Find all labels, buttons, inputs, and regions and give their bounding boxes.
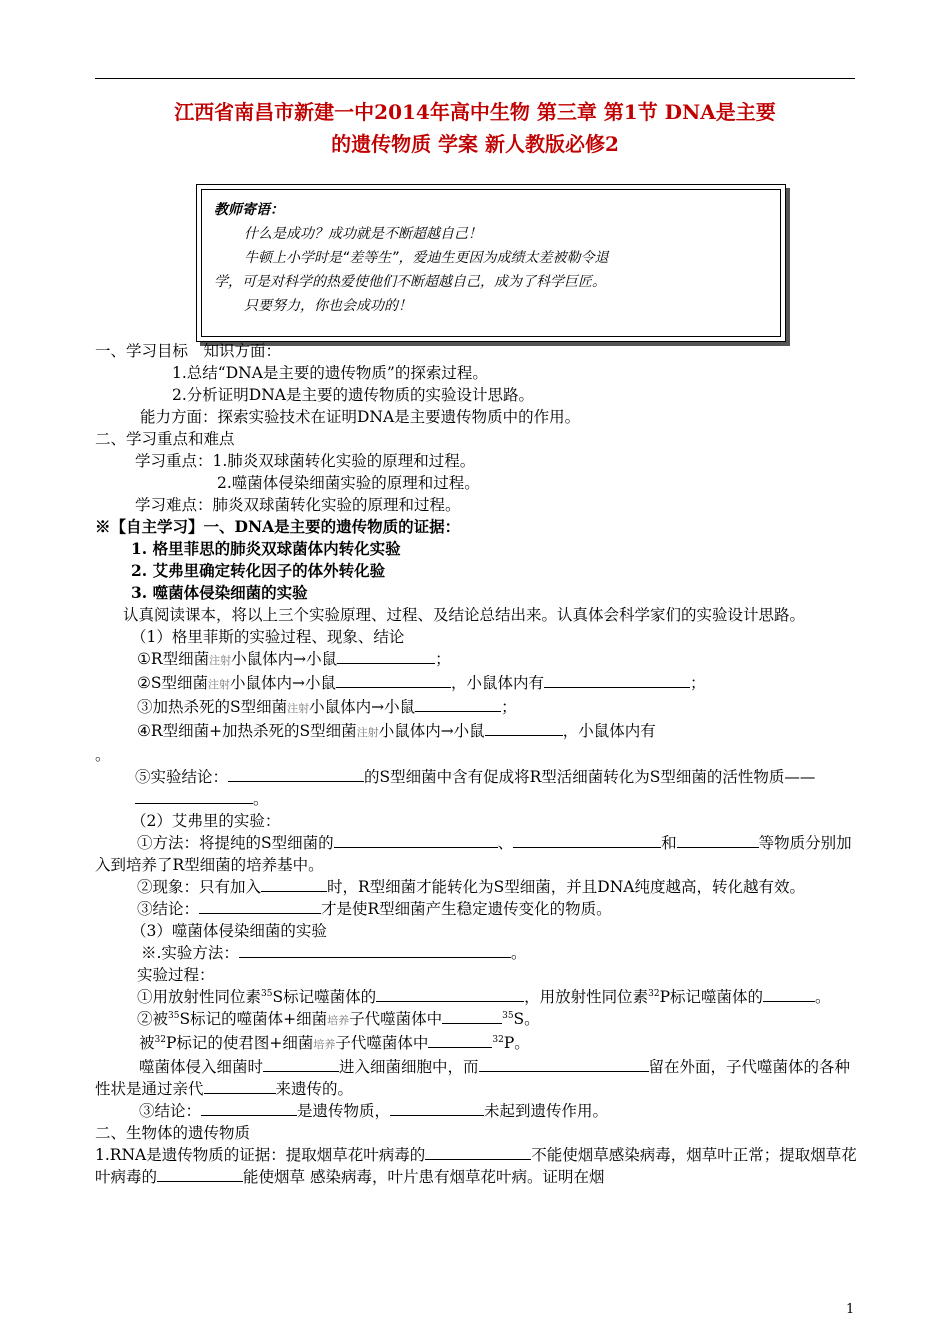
experiment-title: 2. 艾弗里确定转化因子的体外转化验 xyxy=(131,561,386,580)
text: ②现象：只有加入 xyxy=(137,878,262,896)
goal-ability: 能力方面：探索实验技术在证明DNA是主要遗传物质中的作用。 xyxy=(140,408,581,426)
arrow-injection-icon: 注射 xyxy=(356,726,379,739)
worksheet-content xyxy=(95,340,857,1188)
phage-process-label: 实验过程： xyxy=(137,966,215,984)
text: ； xyxy=(435,650,451,668)
goal-item: 1.总结“DNA是主要的遗传物质”的探索过程。 xyxy=(172,364,488,382)
teacher-message-heading: 教师寄语： xyxy=(214,202,284,218)
blank[interactable] xyxy=(479,1056,649,1072)
title-line-2: 的遗传物质 学案 新人教版必修2 xyxy=(331,132,619,156)
section-heading-keypoints: 二、学习重点和难点 xyxy=(95,430,235,448)
text: ，小鼠体内有 xyxy=(562,722,656,740)
avery-conclusion xyxy=(95,898,857,920)
text: 小鼠体内→小鼠 xyxy=(230,674,337,692)
text: ，用放射性同位素 xyxy=(524,988,649,1006)
text: 被 xyxy=(139,1034,155,1052)
blank[interactable] xyxy=(336,672,451,688)
blank[interactable] xyxy=(485,720,563,736)
griffith-row-2 xyxy=(95,672,857,696)
text: S标记噬菌体的 xyxy=(272,988,377,1006)
blank[interactable] xyxy=(204,1078,276,1094)
instruction-text: 认真阅读课本，将以上三个实验原理、过程、及结论总结出来。认真体会科学家们的实验设计思路。 xyxy=(123,606,806,624)
text: P标记的使君图+细菌 xyxy=(165,1034,314,1052)
keypoint-item: 2.噬菌体侵染细菌实验的原理和过程。 xyxy=(217,474,480,492)
text: ①用放射性同位素 xyxy=(137,988,262,1006)
blank[interactable] xyxy=(513,832,661,848)
griffith-row-3 xyxy=(95,696,857,720)
text: P。 xyxy=(503,1034,530,1052)
text: ③加热杀死的S型细菌 xyxy=(137,698,288,716)
arrow-culture-icon: 培养 xyxy=(327,1014,350,1027)
griffith-row-4-end: 。 xyxy=(95,746,111,764)
phage-step-1 xyxy=(95,986,857,1008)
blank[interactable] xyxy=(261,876,327,892)
griffith-row-4 xyxy=(95,720,857,744)
blank[interactable] xyxy=(376,986,524,1002)
superscript: 35 xyxy=(502,1010,514,1021)
text: ②S型细菌 xyxy=(137,674,209,692)
text: 不能使烟草感染病毒，烟草叶正常；提取烟草花叶病毒的 xyxy=(95,1146,857,1186)
text: 能使烟草 感染病毒，叶片患有烟草花叶病。证明在烟 xyxy=(243,1168,605,1186)
blank[interactable] xyxy=(263,1056,339,1072)
text: 才是使R型细菌产生稳定遗传变化的物质。 xyxy=(321,900,612,918)
text: 来遗传的。 xyxy=(275,1080,354,1098)
superscript: 35 xyxy=(168,1010,180,1021)
phage-step-3 xyxy=(95,1032,857,1056)
blank[interactable] xyxy=(135,788,253,804)
text: 子代噬菌体中 xyxy=(335,1034,429,1052)
superscript: 32 xyxy=(648,988,660,999)
text: 。 xyxy=(815,988,831,1006)
text: ③结论： xyxy=(137,900,200,918)
text: 留在外面，子代噬菌体的各种性状是通过亲代 xyxy=(95,1058,851,1098)
phage-step-2 xyxy=(95,1008,857,1032)
text: 。 xyxy=(253,790,269,808)
blank[interactable] xyxy=(201,1100,297,1116)
phage-conclusion xyxy=(95,1100,857,1122)
section-heading-genetic-material: 二、生物体的遗传物质 xyxy=(95,1124,251,1142)
arrow-injection-icon: 注射 xyxy=(287,702,310,715)
text: 时，R型细菌才能转化为S型细菌，并且DNA纯度越高，转化越有效。 xyxy=(327,878,805,896)
title-line-1: 江西省南昌市新建一中2014年高中生物 第三章 第1节 DNA是主要 xyxy=(174,100,776,124)
avery-heading: （2）艾弗里的实验： xyxy=(131,812,281,830)
text: S标记的噬菌体+细菌 xyxy=(179,1010,328,1028)
teacher-message-line: 学，可是对科学的热爱使他们不断超越自己，成为了科学巨匠。 xyxy=(214,274,606,290)
text: 等物质分别加入到培养了R型细菌的培养基中。 xyxy=(95,834,852,874)
text: 的S型细菌中含有促成将R型活细菌转化为S型细菌的活性物质—— xyxy=(364,768,816,786)
text: 未起到遗传作用。 xyxy=(484,1102,609,1120)
blank[interactable] xyxy=(199,898,321,914)
experiment-title: 3. 噬菌体侵染细菌的实验 xyxy=(131,583,308,602)
document-title xyxy=(95,96,855,160)
arrow-culture-icon: 培养 xyxy=(313,1038,336,1051)
text: S。 xyxy=(513,1010,540,1028)
text: 小鼠体内→小鼠 xyxy=(309,698,416,716)
blank[interactable] xyxy=(239,942,511,958)
keypoint-item: 学习重点：1.肺炎双球菌转化实验的原理和过程。 xyxy=(135,452,476,470)
avery-phenomenon xyxy=(95,876,857,898)
text: ； xyxy=(501,698,517,716)
experiment-title: 1. 格里菲思的肺炎双球菌体内转化实验 xyxy=(131,539,401,558)
section-heading-goals: 一、学习目标 知识方面： xyxy=(95,342,282,360)
blank[interactable] xyxy=(228,766,364,782)
blank[interactable] xyxy=(442,1008,502,1024)
text: 、 xyxy=(497,834,514,852)
text: 小鼠体内→小鼠 xyxy=(231,650,338,668)
rna-evidence-paragraph xyxy=(95,1144,857,1188)
superscript: 32 xyxy=(492,1034,504,1045)
page-number: 1 xyxy=(846,1302,855,1317)
blank[interactable] xyxy=(337,648,435,664)
text: ⑤实验结论： xyxy=(135,768,229,786)
text: 子代噬菌体中 xyxy=(349,1010,443,1028)
arrow-injection-icon: 注射 xyxy=(208,678,231,691)
superscript: 35 xyxy=(261,988,273,999)
teacher-message-line: 牛顿上小学时是“差等生”，爱迪生更因为成绩太差被勒令退 xyxy=(244,250,609,266)
superscript: 32 xyxy=(154,1034,166,1045)
text: ①R型细菌 xyxy=(137,650,210,668)
text: 。 xyxy=(510,944,527,962)
text: ，小鼠体内有 xyxy=(451,674,545,692)
text: 进入细菌细胞中，而 xyxy=(339,1058,479,1076)
teacher-message-line: 只要努力，你也会成功的！ xyxy=(244,298,412,314)
phage-observation xyxy=(95,1056,857,1100)
griffith-heading: （1）格里菲斯的实验过程、现象、结论 xyxy=(131,628,405,646)
phage-heading: （3）噬菌体侵染细菌的实验 xyxy=(131,922,327,940)
teacher-message-box xyxy=(196,184,786,342)
blank[interactable] xyxy=(390,1100,484,1116)
text: ①方法：将提纯的S型细菌的 xyxy=(137,834,334,852)
arrow-injection-icon: 注射 xyxy=(209,654,232,667)
blank[interactable] xyxy=(334,832,498,848)
text: ③结论： xyxy=(139,1102,202,1120)
blank[interactable] xyxy=(428,1032,492,1048)
avery-method xyxy=(95,832,857,876)
goal-item: 2.分析证明DNA是主要的遗传物质的实验设计思路。 xyxy=(172,386,534,404)
text: P标记噬菌体的 xyxy=(659,988,763,1006)
text: ②被 xyxy=(137,1010,169,1028)
griffith-row-1 xyxy=(95,648,857,672)
self-study-heading: ※【自主学习】一、DNA是主要的遗传物质的证据： xyxy=(95,517,461,536)
phage-method xyxy=(95,942,857,964)
blank[interactable] xyxy=(763,986,815,1002)
header-rule xyxy=(95,78,855,79)
blank[interactable] xyxy=(415,696,501,712)
teacher-message-line: 什么是成功？成功就是不断超越自己！ xyxy=(244,226,482,242)
text: ； xyxy=(690,674,706,692)
teacher-message-inner-frame xyxy=(201,189,781,337)
griffith-conclusion xyxy=(95,766,857,810)
text: 噬菌体侵入细菌时 xyxy=(139,1058,264,1076)
text: ※.实验方法： xyxy=(141,944,239,962)
text: 1.RNA是遗传物质的证据：提取烟草花叶病毒的 xyxy=(95,1146,426,1164)
blank[interactable] xyxy=(544,672,690,688)
text: 是遗传物质， xyxy=(297,1102,391,1120)
text: 和 xyxy=(661,834,677,852)
blank[interactable] xyxy=(157,1166,243,1182)
text: 小鼠体内→小鼠 xyxy=(378,722,485,740)
blank[interactable] xyxy=(425,1144,531,1160)
text: ④R型细菌+加热杀死的S型细菌 xyxy=(137,722,357,740)
blank[interactable] xyxy=(677,832,759,848)
difficulty-item: 学习难点：肺炎双球菌转化实验的原理和过程。 xyxy=(135,496,461,514)
